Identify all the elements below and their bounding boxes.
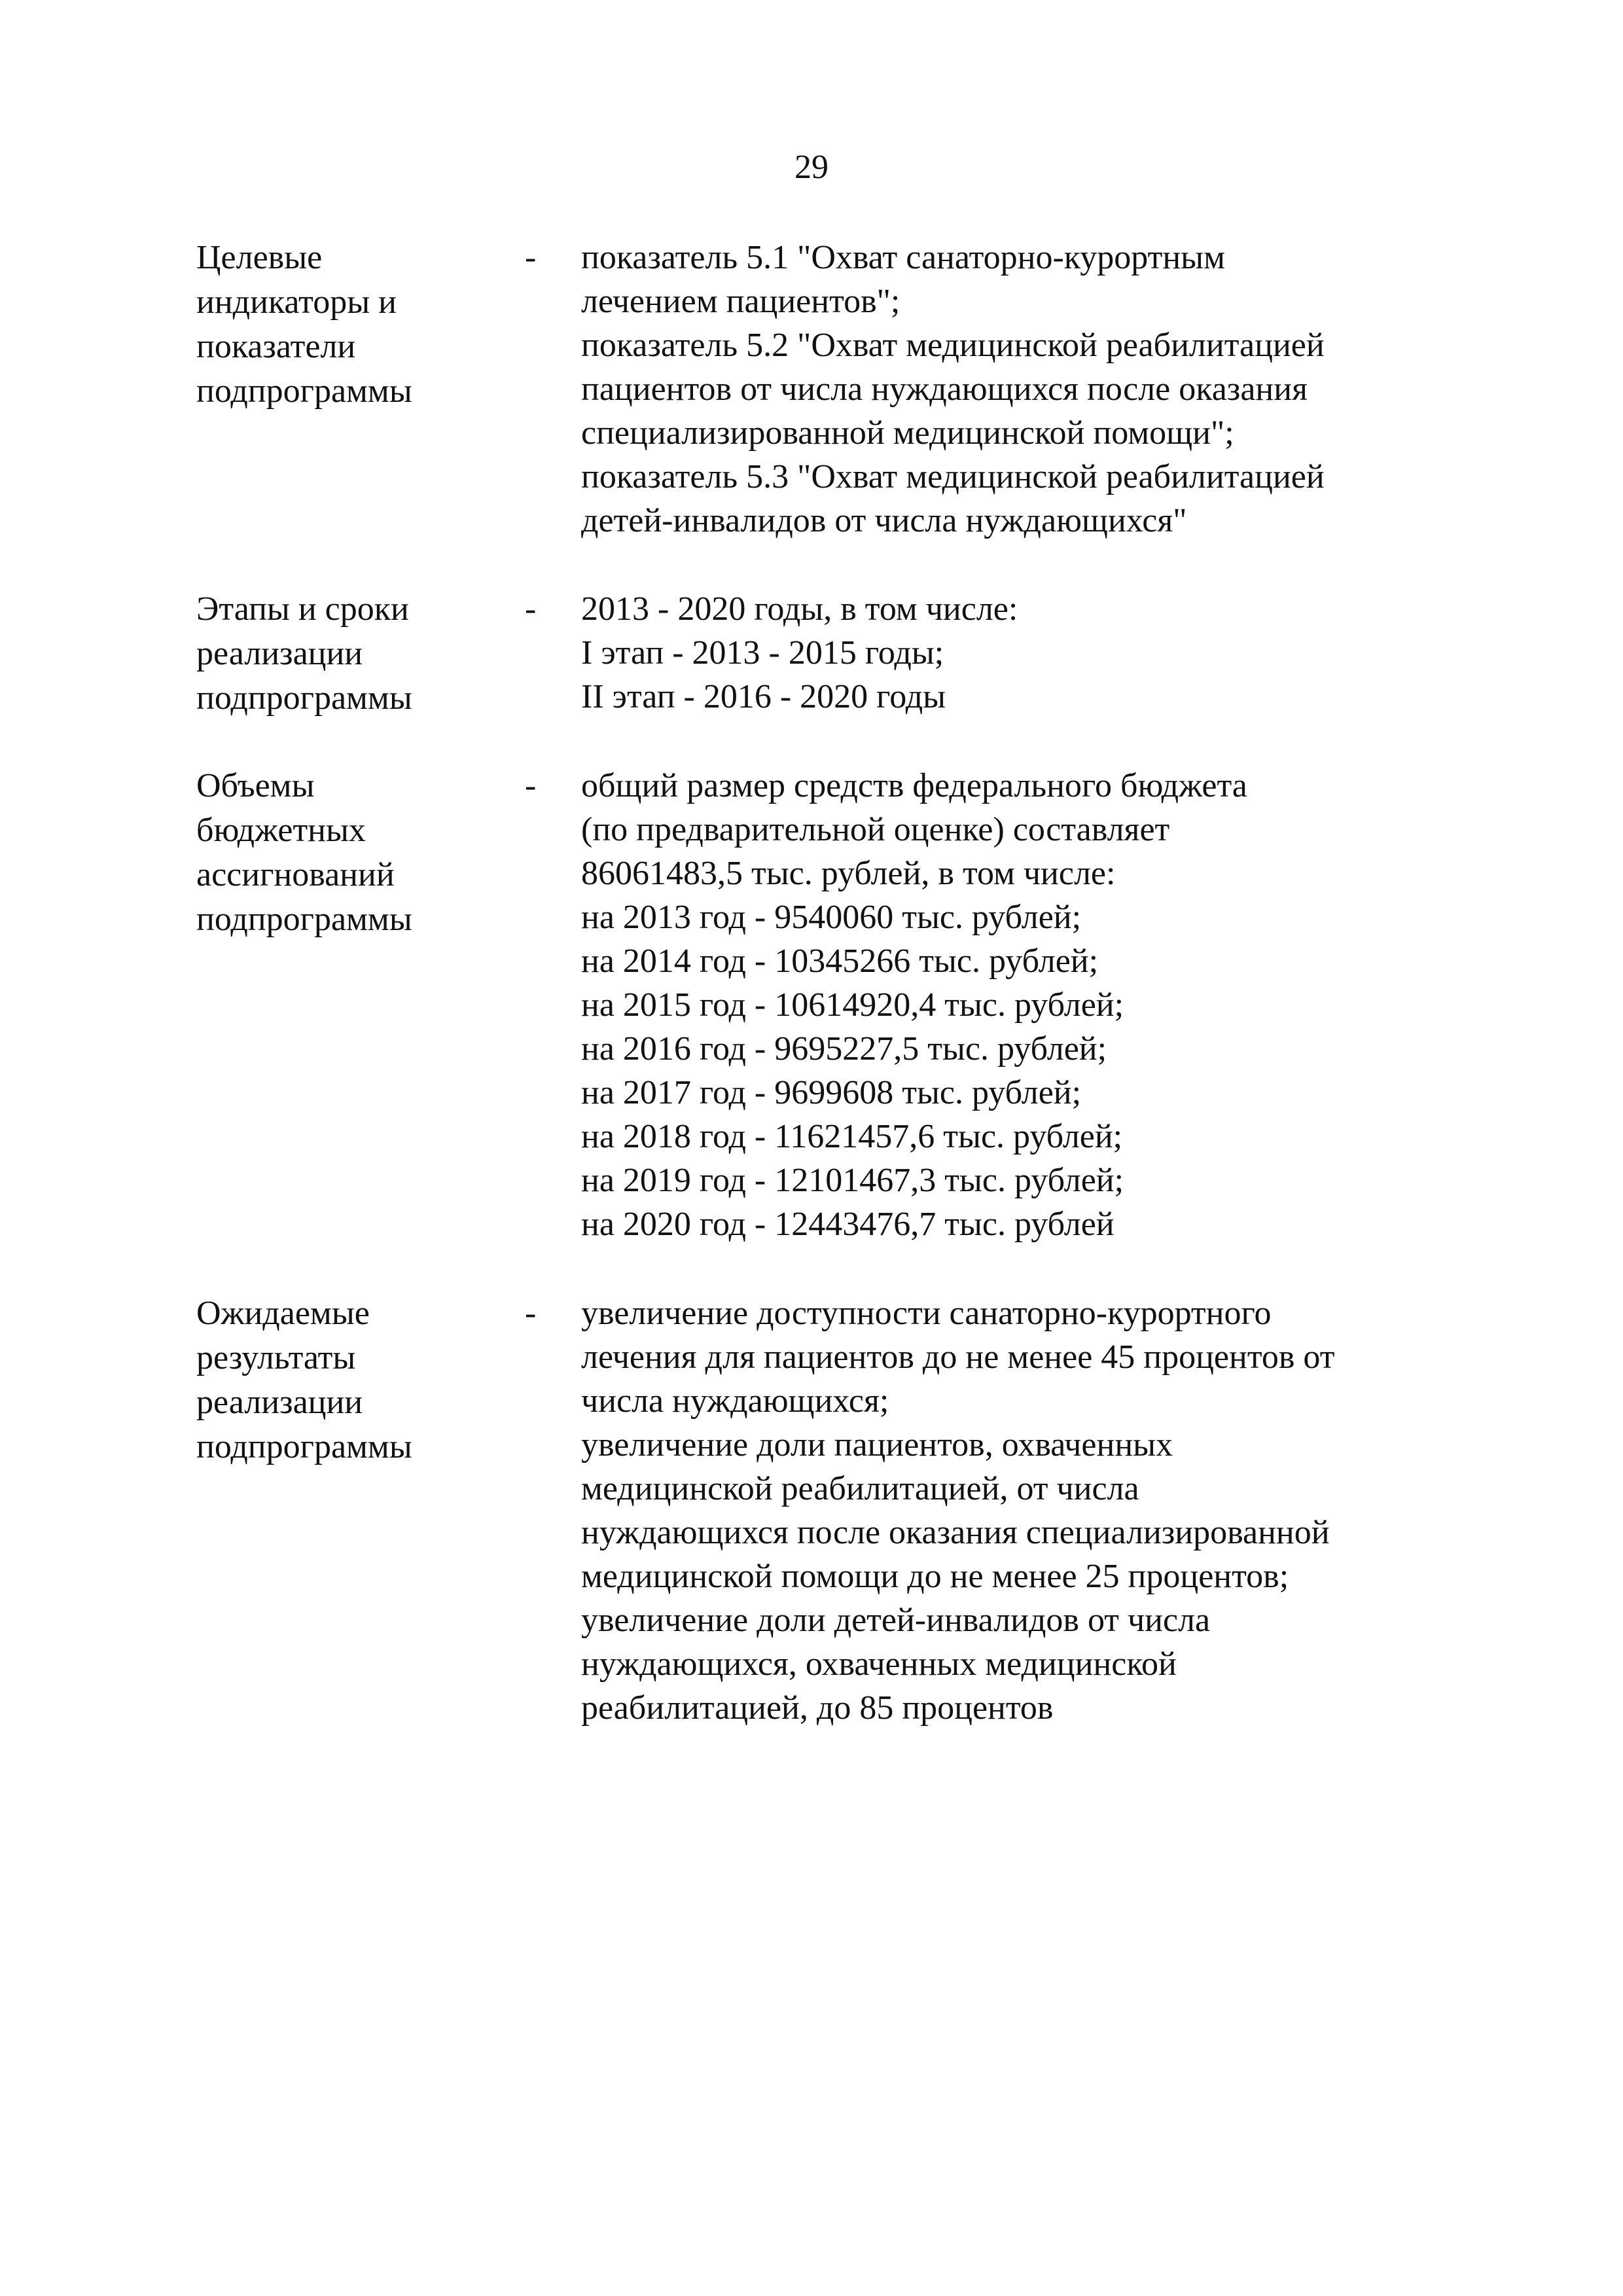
- content-line: на 2015 год - 10614920,4 тыс. рублей;: [581, 986, 1124, 1024]
- content-line: увеличение доли детей-инвалидов от числа: [581, 1602, 1211, 1639]
- content-line: (по предварительной оценке) составляет: [581, 811, 1170, 848]
- content-line: увеличение доли пациентов, охваченных: [581, 1426, 1173, 1463]
- label-line: бюджетных: [196, 812, 366, 849]
- content-line: лечения для пациентов до не менее 45 процентов от: [581, 1338, 1335, 1376]
- content-line: на 2019 год - 12101467,3 тыс. рублей;: [581, 1162, 1124, 1199]
- label-line: Этапы и сроки: [196, 590, 409, 628]
- content-line: лечением пациентов";: [581, 283, 901, 320]
- label-line: Ожидаемые: [196, 1295, 370, 1332]
- label-line: подпрограммы: [196, 901, 412, 938]
- section-label: [196, 236, 504, 414]
- section-content: [581, 236, 1452, 543]
- content-line: числа нуждающихся;: [581, 1382, 889, 1420]
- label-line: индикаторы и: [196, 283, 397, 321]
- content-line: медицинской реабилитацией, от числа: [581, 1470, 1139, 1507]
- content-line: 86061483,5 тыс. рублей, в том числе:: [581, 855, 1116, 892]
- label-line: результаты: [196, 1339, 356, 1376]
- content-line: показатель 5.2 "Охват медицинской реабилитацией: [581, 327, 1325, 364]
- content-line: показатель 5.3 "Охват медицинской реабилитацией: [581, 458, 1325, 495]
- content-line: показатель 5.1 "Охват санаторно-курортным: [581, 239, 1226, 276]
- label-line: ассигнований: [196, 856, 395, 893]
- content-line: на 2020 год - 12443476,7 тыс. рублей: [581, 1206, 1115, 1243]
- section-dash: -: [525, 239, 537, 276]
- label-line: Целевые: [196, 239, 323, 276]
- label-line: подпрограммы: [196, 679, 412, 717]
- content-line: на 2013 год - 9540060 тыс. рублей;: [581, 899, 1082, 936]
- content-line: нуждающихся после оказания специализированной: [581, 1514, 1330, 1551]
- page-number: 29: [794, 149, 829, 186]
- section-dash: -: [525, 1295, 537, 1332]
- label-line: реализации: [196, 635, 363, 672]
- section-dash: -: [525, 590, 537, 628]
- content-line: общий размер средств федерального бюджета: [581, 767, 1247, 804]
- label-line: Объемы: [196, 767, 315, 804]
- content-line: нуждающихся, охваченных медицинской: [581, 1645, 1177, 1683]
- content-line: 2013 - 2020 годы, в том числе:: [581, 590, 1018, 628]
- section-content: [581, 587, 1452, 719]
- section-dash: -: [525, 767, 537, 804]
- section-content: [581, 1291, 1452, 1730]
- content-line: I этап - 2013 - 2015 годы;: [581, 634, 944, 672]
- content-line: II этап - 2016 - 2020 годы: [581, 678, 946, 715]
- content-line: реабилитацией, до 85 процентов: [581, 1689, 1054, 1727]
- label-line: подпрограммы: [196, 1428, 412, 1465]
- content-line: на 2018 год - 11621457,6 тыс. рублей;: [581, 1118, 1123, 1155]
- content-line: на 2017 год - 9699608 тыс. рублей;: [581, 1074, 1082, 1111]
- content-line: пациентов от числа нуждающихся после оказания: [581, 370, 1308, 408]
- section-label: [196, 1291, 504, 1469]
- content-line: детей-инвалидов от числа нуждающихся": [581, 502, 1187, 539]
- label-line: реализации: [196, 1384, 363, 1421]
- content-line: на 2014 год - 10345266 тыс. рублей;: [581, 942, 1099, 980]
- section-content: [581, 764, 1452, 1246]
- section-label: [196, 587, 504, 721]
- section-label: [196, 764, 504, 942]
- content-line: специализированной медицинской помощи";: [581, 414, 1234, 452]
- label-line: подпрограммы: [196, 372, 412, 410]
- content-line: на 2016 год - 9695227,5 тыс. рублей;: [581, 1030, 1107, 1067]
- label-line: показатели: [196, 328, 356, 365]
- content-line: увеличение доступности санаторно-курортного: [581, 1295, 1272, 1332]
- content-line: медицинской помощи до не менее 25 процентов;: [581, 1558, 1289, 1595]
